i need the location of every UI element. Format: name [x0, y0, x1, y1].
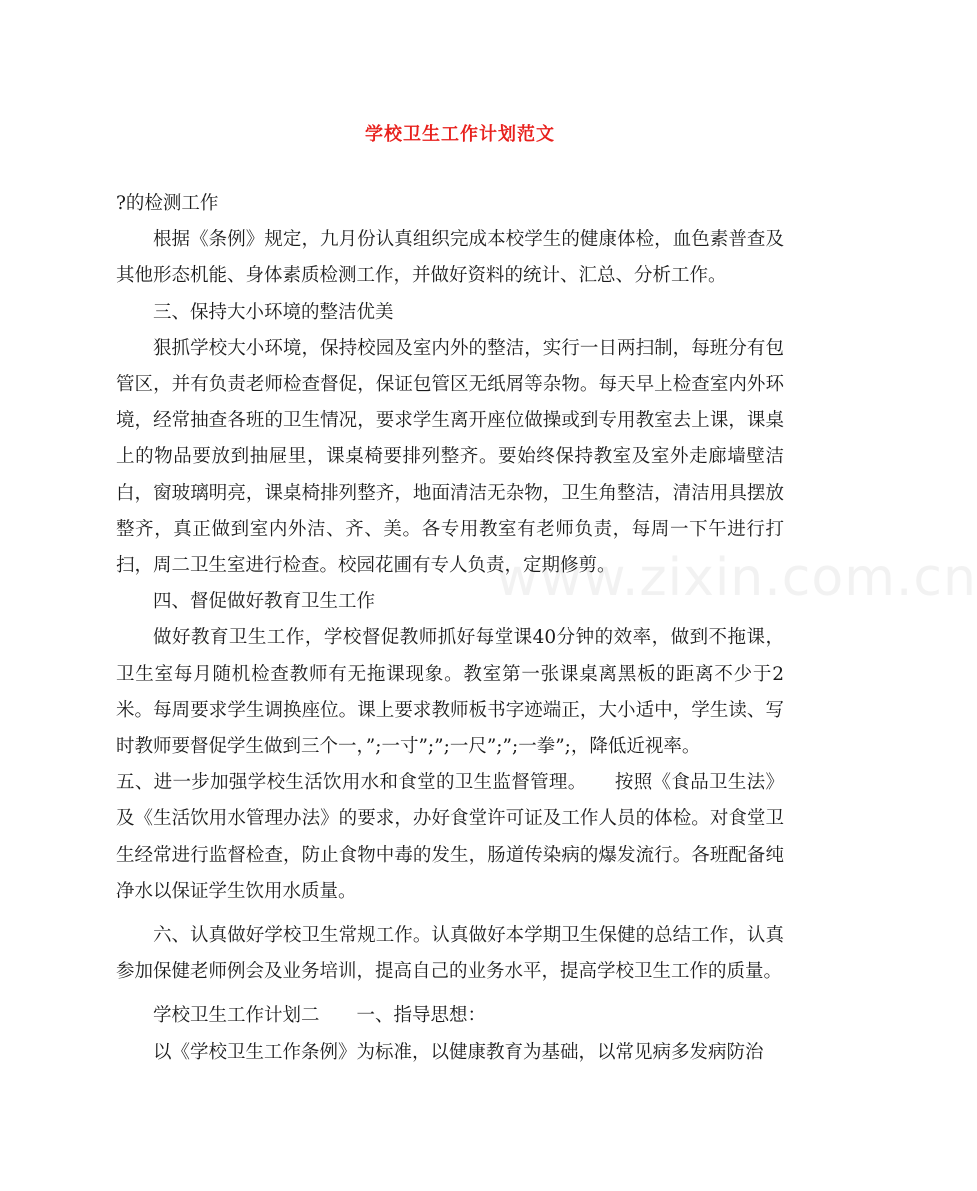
watermark: www.zixin.com.cn — [496, 548, 977, 608]
paragraph-guiding-thought: 以《学校卫生工作条例》为标准，以健康教育为基础，以常见病多发病防治 — [153, 1041, 764, 1063]
paragraph-education-hygiene: 做好教育卫生工作，学校督促教师抓好每堂课40分钟的效率，做到不拖课，卫生室每月随机检查教师有无拖课现象。教室第一张课桌离黑板的距离不少于2米。每周要求学生调换座位。课上要求教师板书字迹端正，大小适中，学生读、写时教师要督促学生做到三个一，”;一寸”;”;一尺”;”;一拳”;，降低近视率。 — [116, 627, 784, 758]
document-body — [116, 186, 784, 1071]
document-title: 学校卫生工作计划范文 — [365, 124, 555, 145]
paragraph-fragment: ?的检测工作 — [116, 193, 219, 214]
section-heading-4: 四、督促做好教育卫生工作 — [153, 591, 376, 613]
paragraph-routine-work: 六、认真做好学校卫生常规工作。认真做好本学期卫生保健的总结工作，认真参加保健老师例会及业务培训，提高自己的业务水平，提高学校卫生工作的质量。 — [116, 925, 784, 983]
section-heading-3: 三、保持大小环境的整洁优美 — [153, 301, 394, 323]
paragraph-environment: 狠抓学校大小环境，保持校园及室内外的整洁，实行一日两扫制，每班分有包管区，并有负责老师检查督促，保证包管区无纸屑等杂物。每天早上检查室内外环境，经常抽查各班的卫生情况，要求学生离开座位做操或到专用教室去上课，课桌上的物品要放到抽屉里，课桌椅要排列整齐。要始终保持教室及室外走廊墙壁洁白，窗玻璃明亮，课桌椅排列整齐，地面清洁无杂物，卫生角整洁，清洁用具摆放整齐，真正做到室内外洁、齐、美。各专用教室有老师负责，每周一下午进行打扫，周二卫生室进行检查。校园花圃有专人负责，定期修剪。 — [116, 337, 784, 577]
section-heading-plan-two: 学校卫生工作计划二 一、指导思想： — [153, 1005, 487, 1027]
paragraph-health-check: 根据《条例》规定，九月份认真组织完成本校学生的健康体检，血色素普查及其他形态机能、身体素质检测工作，并做好资料的统计、汇总、分析工作。 — [116, 229, 784, 287]
paragraph-water-canteen: 五、进一步加强学校生活饮用水和食堂的卫生监督管理。 按照《食品卫生法》及《生活饮用水管理办法》的要求，办好食堂许可证及工作人员的体检。对食堂卫生经常进行监督检查，防止食物中毒的发生，肠道传染病的爆发流行。各班配备纯净水以保证学生饮用水质量。 — [116, 772, 784, 902]
